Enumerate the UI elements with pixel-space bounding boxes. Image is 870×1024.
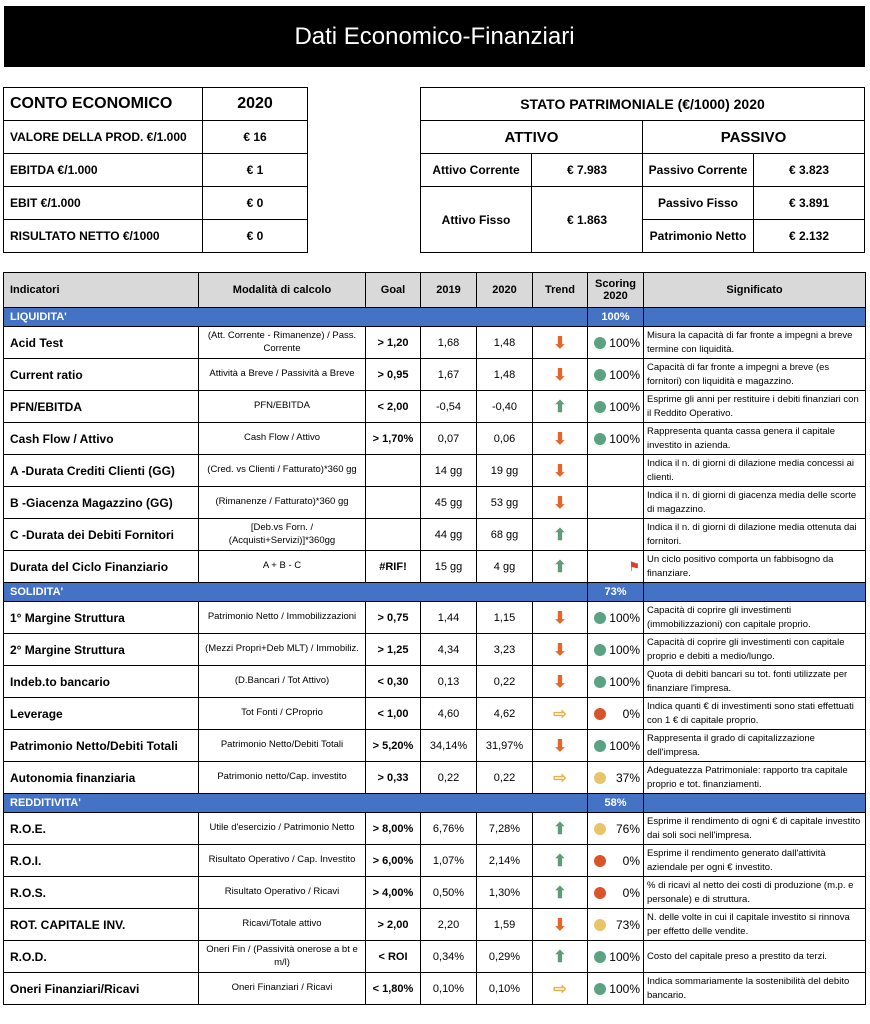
row-score: 100% bbox=[609, 981, 640, 996]
header-2019: 2019 bbox=[421, 273, 477, 308]
goal-value: > 1,20 bbox=[366, 327, 421, 359]
section-spacer bbox=[644, 308, 866, 327]
table-row bbox=[4, 845, 866, 877]
indicator-name: 1° Margine Struttura bbox=[4, 602, 199, 634]
patrimonio-netto-value: € 2.132 bbox=[754, 220, 865, 253]
passivo-fisso-value: € 3.891 bbox=[754, 187, 865, 220]
trend-cell bbox=[533, 845, 588, 877]
header-scoring-year: 2020 bbox=[603, 290, 628, 302]
goal-value: > 0,95 bbox=[366, 359, 421, 391]
status-dot-icon bbox=[594, 823, 606, 835]
scoring-cell bbox=[588, 762, 644, 794]
row-score: 0% bbox=[622, 885, 640, 900]
scoring-cell bbox=[588, 359, 644, 391]
row-score: 73% bbox=[615, 917, 640, 932]
goal-value: > 6,00% bbox=[366, 845, 421, 877]
value-2019: 0,07 bbox=[421, 423, 477, 455]
goal-value: < 0,30 bbox=[366, 666, 421, 698]
meaning-text: Esprime il rendimento di ogni € di capitale investito dai soli soci nell'impresa. bbox=[644, 813, 866, 845]
meaning-text: Indica il n. di giorni di giacenza media delle scorte di magazzino. bbox=[644, 487, 866, 519]
table-row bbox=[4, 666, 866, 698]
section-score: 58% bbox=[588, 794, 644, 813]
calc-method: (D.Bancari / Tot Attivo) bbox=[199, 666, 366, 698]
goal-value: > 0,33 bbox=[366, 762, 421, 794]
scoring-cell bbox=[588, 634, 644, 666]
scoring-cell bbox=[588, 327, 644, 359]
row-score: 100% bbox=[609, 399, 640, 414]
header-scoring-label: Scoring bbox=[595, 278, 636, 290]
calc-method: Patrimonio netto/Cap. investito bbox=[199, 762, 366, 794]
row-score: 100% bbox=[609, 431, 640, 446]
up-arrow-icon: ⬆ bbox=[553, 558, 567, 576]
value-2020: 68 gg bbox=[477, 519, 533, 551]
status-dot-icon bbox=[594, 644, 606, 656]
trend-cell bbox=[533, 666, 588, 698]
scoring-cell bbox=[588, 877, 644, 909]
trend-cell bbox=[533, 762, 588, 794]
header-scoring bbox=[588, 273, 644, 308]
passivo-corrente-label: Passivo Corrente bbox=[643, 154, 754, 187]
status-dot-icon bbox=[594, 401, 606, 413]
indicator-name: R.O.S. bbox=[4, 877, 199, 909]
value-2020: 0,22 bbox=[477, 762, 533, 794]
value-2019: 1,07% bbox=[421, 845, 477, 877]
passivo-header: PASSIVO bbox=[643, 121, 865, 154]
status-dot-icon bbox=[594, 337, 606, 349]
status-dot-icon bbox=[594, 772, 606, 784]
row-score: 0% bbox=[622, 853, 640, 868]
up-arrow-icon: ⬆ bbox=[553, 398, 567, 416]
value-2020: 2,14% bbox=[477, 845, 533, 877]
scoring-cell bbox=[588, 487, 644, 519]
indicator-name: B -Giacenza Magazzino (GG) bbox=[4, 487, 199, 519]
meaning-text: Indica quanti € di investimenti sono stati effettuati con 1 € di capitale proprio. bbox=[644, 698, 866, 730]
table-row bbox=[4, 391, 866, 423]
trend-cell bbox=[533, 487, 588, 519]
down-arrow-icon: ⬇ bbox=[553, 609, 567, 627]
value-2019: 1,68 bbox=[421, 327, 477, 359]
goal-value: < 2,00 bbox=[366, 391, 421, 423]
value-2019: 44 gg bbox=[421, 519, 477, 551]
meaning-text: Indica il n. di giorni di dilazione media ottenuta dai fornitori. bbox=[644, 519, 866, 551]
down-arrow-icon: ⬇ bbox=[553, 334, 567, 352]
calc-method: Patrimonio Netto/Debiti Totali bbox=[199, 730, 366, 762]
value-2019: 14 gg bbox=[421, 455, 477, 487]
section-header bbox=[4, 583, 866, 602]
up-arrow-icon: ⬆ bbox=[553, 884, 567, 902]
goal-value: < 1,80% bbox=[366, 973, 421, 1005]
value-2019: 4,34 bbox=[421, 634, 477, 666]
value-2020: 1,59 bbox=[477, 909, 533, 941]
indicator-name: R.O.E. bbox=[4, 813, 199, 845]
scoring-cell bbox=[588, 973, 644, 1005]
value-2020: 1,15 bbox=[477, 602, 533, 634]
patrimonio-netto-label: Patrimonio Netto bbox=[643, 220, 754, 253]
ce-value: € 0 bbox=[203, 187, 308, 220]
trend-cell bbox=[533, 877, 588, 909]
down-arrow-icon: ⬇ bbox=[553, 430, 567, 448]
meaning-text: Indica il n. di giorni di dilazione media concessi ai clienti. bbox=[644, 455, 866, 487]
meaning-text: % di ricavi al netto dei costi di produzione (m.p. e personale) e di struttura. bbox=[644, 877, 866, 909]
meaning-text: Esprime il rendimento generato dall'attività aziendale per ogni € investito. bbox=[644, 845, 866, 877]
section-header bbox=[4, 308, 866, 327]
indicator-name: Current ratio bbox=[4, 359, 199, 391]
ce-value: € 16 bbox=[203, 121, 308, 154]
status-dot-icon bbox=[594, 887, 606, 899]
meaning-text: Un ciclo positivo comporta un fabbisogno da finanziare. bbox=[644, 551, 866, 583]
meaning-text: Costo del capitale preso a prestito da terzi. bbox=[644, 941, 866, 973]
calc-method: Ricavi/Totale attivo bbox=[199, 909, 366, 941]
section-spacer bbox=[644, 583, 866, 602]
scoring-cell bbox=[588, 391, 644, 423]
status-dot-icon bbox=[594, 855, 606, 867]
scoring-cell bbox=[588, 602, 644, 634]
table-row bbox=[4, 602, 866, 634]
goal-value: > 0,75 bbox=[366, 602, 421, 634]
down-arrow-icon: ⬇ bbox=[553, 494, 567, 512]
goal-value: > 8,00% bbox=[366, 813, 421, 845]
value-2020: 1,30% bbox=[477, 877, 533, 909]
table-row bbox=[4, 698, 866, 730]
meaning-text: Misura la capacità di far fronte a impegni a breve termine con liquidità. bbox=[644, 327, 866, 359]
attivo-header: ATTIVO bbox=[421, 121, 643, 154]
trend-cell bbox=[533, 698, 588, 730]
value-2019: -0,54 bbox=[421, 391, 477, 423]
indicator-name: Oneri Finanziari/Ricavi bbox=[4, 973, 199, 1005]
trend-cell bbox=[533, 941, 588, 973]
table-row bbox=[4, 519, 866, 551]
indicator-name: Indeb.to bancario bbox=[4, 666, 199, 698]
indicator-name: ROT. CAPITALE INV. bbox=[4, 909, 199, 941]
value-2020: 19 gg bbox=[477, 455, 533, 487]
calc-method: (Cred. vs Clienti / Fatturato)*360 gg bbox=[199, 455, 366, 487]
value-2020: -0,40 bbox=[477, 391, 533, 423]
table-row bbox=[4, 973, 866, 1005]
scoring-cell bbox=[588, 941, 644, 973]
scoring-cell bbox=[588, 423, 644, 455]
meaning-text: Rappresenta quanta cassa genera il capitale investito in azienda. bbox=[644, 423, 866, 455]
page-title: Dati Economico-Finanziari bbox=[4, 6, 865, 67]
scoring-cell bbox=[588, 845, 644, 877]
value-2019: 15 gg bbox=[421, 551, 477, 583]
header-2020: 2020 bbox=[477, 273, 533, 308]
indicator-name: C -Durata dei Debiti Fornitori bbox=[4, 519, 199, 551]
down-arrow-icon: ⬇ bbox=[553, 737, 567, 755]
section-score: 100% bbox=[588, 308, 644, 327]
conto-economico-year: 2020 bbox=[203, 88, 308, 121]
value-2020: 4 gg bbox=[477, 551, 533, 583]
calc-method: PFN/EBITDA bbox=[199, 391, 366, 423]
value-2019: 34,14% bbox=[421, 730, 477, 762]
down-arrow-icon: ⬇ bbox=[553, 673, 567, 691]
trend-cell bbox=[533, 909, 588, 941]
scoring-cell bbox=[588, 698, 644, 730]
value-2020: 1,48 bbox=[477, 327, 533, 359]
scoring-cell bbox=[588, 455, 644, 487]
down-arrow-icon: ⬇ bbox=[553, 462, 567, 480]
trend-cell bbox=[533, 551, 588, 583]
up-arrow-icon: ⬆ bbox=[553, 948, 567, 966]
value-2019: 1,44 bbox=[421, 602, 477, 634]
indicator-name: Cash Flow / Attivo bbox=[4, 423, 199, 455]
value-2020: 0,06 bbox=[477, 423, 533, 455]
calc-method: (Mezzi Propri+Deb MLT) / Immobiliz. bbox=[199, 634, 366, 666]
row-score: 100% bbox=[609, 335, 640, 350]
trend-cell bbox=[533, 391, 588, 423]
ce-label: EBITDA €/1.000 bbox=[4, 154, 203, 187]
row-score: 100% bbox=[609, 738, 640, 753]
indicator-name: A -Durata Crediti Clienti (GG) bbox=[4, 455, 199, 487]
value-2019: 4,60 bbox=[421, 698, 477, 730]
status-dot-icon bbox=[594, 983, 606, 995]
ce-value: € 1 bbox=[203, 154, 308, 187]
row-score: 37% bbox=[615, 770, 640, 785]
calc-method: Risultato Operativo / Cap. Investito bbox=[199, 845, 366, 877]
section-name: LIQUIDITA' bbox=[4, 308, 588, 327]
scoring-cell bbox=[588, 730, 644, 762]
up-arrow-icon: ⬆ bbox=[553, 526, 567, 544]
value-2019: 6,76% bbox=[421, 813, 477, 845]
conto-economico-table bbox=[3, 87, 308, 253]
indicator-name: R.O.I. bbox=[4, 845, 199, 877]
value-2020: 4,62 bbox=[477, 698, 533, 730]
scoring-cell bbox=[588, 813, 644, 845]
meaning-text: Capacità di coprire gli investimenti con capitale proprio e debiti a medio/lungo. bbox=[644, 634, 866, 666]
trend-cell bbox=[533, 423, 588, 455]
indicator-name: Durata del Ciclo Finanziario bbox=[4, 551, 199, 583]
goal-value: > 1,25 bbox=[366, 634, 421, 666]
table-row bbox=[4, 327, 866, 359]
header-significato: Significato bbox=[644, 273, 866, 308]
calc-method: A + B - C bbox=[199, 551, 366, 583]
calc-method: (Rimanenze / Fatturato)*360 gg bbox=[199, 487, 366, 519]
down-arrow-icon: ⬇ bbox=[553, 366, 567, 384]
attivo-corrente-label: Attivo Corrente bbox=[421, 154, 532, 187]
trend-cell bbox=[533, 602, 588, 634]
value-2019: 0,13 bbox=[421, 666, 477, 698]
value-2019: 0,10% bbox=[421, 973, 477, 1005]
calc-method: Risultato Operativo / Ricavi bbox=[199, 877, 366, 909]
flag-icon: ⚑ bbox=[628, 558, 640, 574]
goal-value bbox=[366, 519, 421, 551]
attivo-corrente-value: € 7.983 bbox=[532, 154, 643, 187]
status-dot-icon bbox=[594, 919, 606, 931]
right-arrow-icon: ⇨ bbox=[553, 769, 567, 787]
meaning-text: N. delle volte in cui il capitale investito si rinnova per effetto delle vendite. bbox=[644, 909, 866, 941]
status-dot-icon bbox=[594, 708, 606, 720]
goal-value: > 4,00% bbox=[366, 877, 421, 909]
table-row bbox=[4, 909, 866, 941]
stato-patrimoniale-table bbox=[420, 87, 865, 253]
table-row bbox=[4, 634, 866, 666]
calc-method: [Deb.vs Forn. / (Acquisti+Servizi)]*360gg bbox=[199, 519, 366, 551]
header-indicatori: Indicatori bbox=[4, 273, 199, 308]
calc-method: Attività a Breve / Passività a Breve bbox=[199, 359, 366, 391]
value-2019: 0,50% bbox=[421, 877, 477, 909]
status-dot-icon bbox=[594, 369, 606, 381]
section-header bbox=[4, 794, 866, 813]
table-row bbox=[4, 730, 866, 762]
header-trend: Trend bbox=[533, 273, 588, 308]
calc-method: Utile d'esercizio / Patrimonio Netto bbox=[199, 813, 366, 845]
status-dot-icon bbox=[594, 740, 606, 752]
indicator-name: PFN/EBITDA bbox=[4, 391, 199, 423]
row-score: 100% bbox=[609, 642, 640, 657]
trend-cell bbox=[533, 973, 588, 1005]
goal-value: < 1,00 bbox=[366, 698, 421, 730]
right-arrow-icon: ⇨ bbox=[553, 705, 567, 723]
meaning-text: Adeguatezza Patrimoniale: rapporto tra capitale proprio e tot. finanziamenti. bbox=[644, 762, 866, 794]
indicator-name: 2° Margine Struttura bbox=[4, 634, 199, 666]
row-score: 0% bbox=[622, 706, 640, 721]
goal-value: > 1,70% bbox=[366, 423, 421, 455]
value-2020: 7,28% bbox=[477, 813, 533, 845]
section-spacer bbox=[644, 794, 866, 813]
status-dot-icon bbox=[594, 612, 606, 624]
value-2020: 3,23 bbox=[477, 634, 533, 666]
header-modalita: Modalità di calcolo bbox=[199, 273, 366, 308]
status-dot-icon bbox=[594, 433, 606, 445]
goal-value bbox=[366, 487, 421, 519]
goal-value: > 2,00 bbox=[366, 909, 421, 941]
table-row bbox=[4, 455, 866, 487]
value-2020: 1,48 bbox=[477, 359, 533, 391]
status-dot-icon bbox=[594, 951, 606, 963]
table-row bbox=[4, 813, 866, 845]
ce-value: € 0 bbox=[203, 220, 308, 253]
trend-cell bbox=[533, 730, 588, 762]
value-2020: 0,29% bbox=[477, 941, 533, 973]
row-score: 76% bbox=[615, 821, 640, 836]
up-arrow-icon: ⬆ bbox=[553, 820, 567, 838]
indicator-name: Leverage bbox=[4, 698, 199, 730]
passivo-corrente-value: € 3.823 bbox=[754, 154, 865, 187]
meaning-text: Indica sommariamente la sostenibilità del debito bancario. bbox=[644, 973, 866, 1005]
table-row bbox=[4, 551, 866, 583]
indicator-name: Autonomia finanziaria bbox=[4, 762, 199, 794]
value-2019: 0,22 bbox=[421, 762, 477, 794]
trend-cell bbox=[533, 327, 588, 359]
indicator-name: Acid Test bbox=[4, 327, 199, 359]
down-arrow-icon: ⬇ bbox=[553, 641, 567, 659]
header-goal: Goal bbox=[366, 273, 421, 308]
value-2020: 31,97% bbox=[477, 730, 533, 762]
scoring-cell bbox=[588, 666, 644, 698]
goal-value: > 5,20% bbox=[366, 730, 421, 762]
indicator-name: R.O.D. bbox=[4, 941, 199, 973]
value-2019: 2,20 bbox=[421, 909, 477, 941]
calc-method: Patrimonio Netto / Immobilizzazioni bbox=[199, 602, 366, 634]
meaning-text: Esprime gli anni per restituire i debiti finanziari con il Reddito Operativo. bbox=[644, 391, 866, 423]
ce-label: RISULTATO NETTO €/1000 bbox=[4, 220, 203, 253]
ce-label: VALORE DELLA PROD. €/1.000 bbox=[4, 121, 203, 154]
calc-method: Tot Fonti / CProprio bbox=[199, 698, 366, 730]
trend-cell bbox=[533, 455, 588, 487]
passivo-fisso-label: Passivo Fisso bbox=[643, 187, 754, 220]
value-2019: 45 gg bbox=[421, 487, 477, 519]
calc-method: Oneri Fin / (Passività onerose a bt e m/l) bbox=[199, 941, 366, 973]
meaning-text: Capacità di coprire gli investimenti (immobilizzazioni) con capitale proprio. bbox=[644, 602, 866, 634]
scoring-cell bbox=[588, 519, 644, 551]
row-score: 100% bbox=[609, 367, 640, 382]
value-2019: 0,34% bbox=[421, 941, 477, 973]
indicator-name: Patrimonio Netto/Debiti Totali bbox=[4, 730, 199, 762]
calc-method: (Att. Corrente - Rimanenze) / Pass. Corrente bbox=[199, 327, 366, 359]
trend-cell bbox=[533, 519, 588, 551]
row-score: 100% bbox=[609, 949, 640, 964]
value-2020: 0,22 bbox=[477, 666, 533, 698]
value-2020: 53 gg bbox=[477, 487, 533, 519]
calc-method: Cash Flow / Attivo bbox=[199, 423, 366, 455]
goal-value: < ROI bbox=[366, 941, 421, 973]
down-arrow-icon: ⬇ bbox=[553, 916, 567, 934]
section-name: REDDITIVITA' bbox=[4, 794, 588, 813]
scoring-cell bbox=[588, 551, 644, 583]
table-row bbox=[4, 941, 866, 973]
row-score: 100% bbox=[609, 610, 640, 625]
calc-method: Oneri Finanziari / Ricavi bbox=[199, 973, 366, 1005]
table-row bbox=[4, 487, 866, 519]
attivo-fisso-value: € 1.863 bbox=[532, 187, 643, 253]
value-2020: 0,10% bbox=[477, 973, 533, 1005]
ce-label: EBIT €/1.000 bbox=[4, 187, 203, 220]
trend-cell bbox=[533, 813, 588, 845]
scoring-cell bbox=[588, 909, 644, 941]
table-row bbox=[4, 423, 866, 455]
value-2019: 1,67 bbox=[421, 359, 477, 391]
stato-patrimoniale-header: STATO PATRIMONIALE (€/1000) 2020 bbox=[421, 88, 865, 121]
up-arrow-icon: ⬆ bbox=[553, 852, 567, 870]
indicatori-table bbox=[3, 272, 866, 1005]
status-dot-icon bbox=[594, 676, 606, 688]
goal-value bbox=[366, 455, 421, 487]
meaning-text: Capacità di far fronte a impegni a breve (es fornitori) con liquidità e magazzino. bbox=[644, 359, 866, 391]
meaning-text: Rappresenta il grado di capitalizzazione dell'impresa. bbox=[644, 730, 866, 762]
row-score: 100% bbox=[609, 674, 640, 689]
meaning-text: Quota di debiti bancari su tot. fonti utilizzate per finanziare l'impresa. bbox=[644, 666, 866, 698]
goal-value: #RIF! bbox=[366, 551, 421, 583]
table-row bbox=[4, 877, 866, 909]
right-arrow-icon: ⇨ bbox=[553, 980, 567, 998]
section-score: 73% bbox=[588, 583, 644, 602]
table-row bbox=[4, 762, 866, 794]
trend-cell bbox=[533, 634, 588, 666]
table-row bbox=[4, 359, 866, 391]
conto-economico-header: CONTO ECONOMICO bbox=[4, 88, 203, 121]
trend-cell bbox=[533, 359, 588, 391]
attivo-fisso-label: Attivo Fisso bbox=[421, 187, 532, 253]
section-name: SOLIDITA' bbox=[4, 583, 588, 602]
